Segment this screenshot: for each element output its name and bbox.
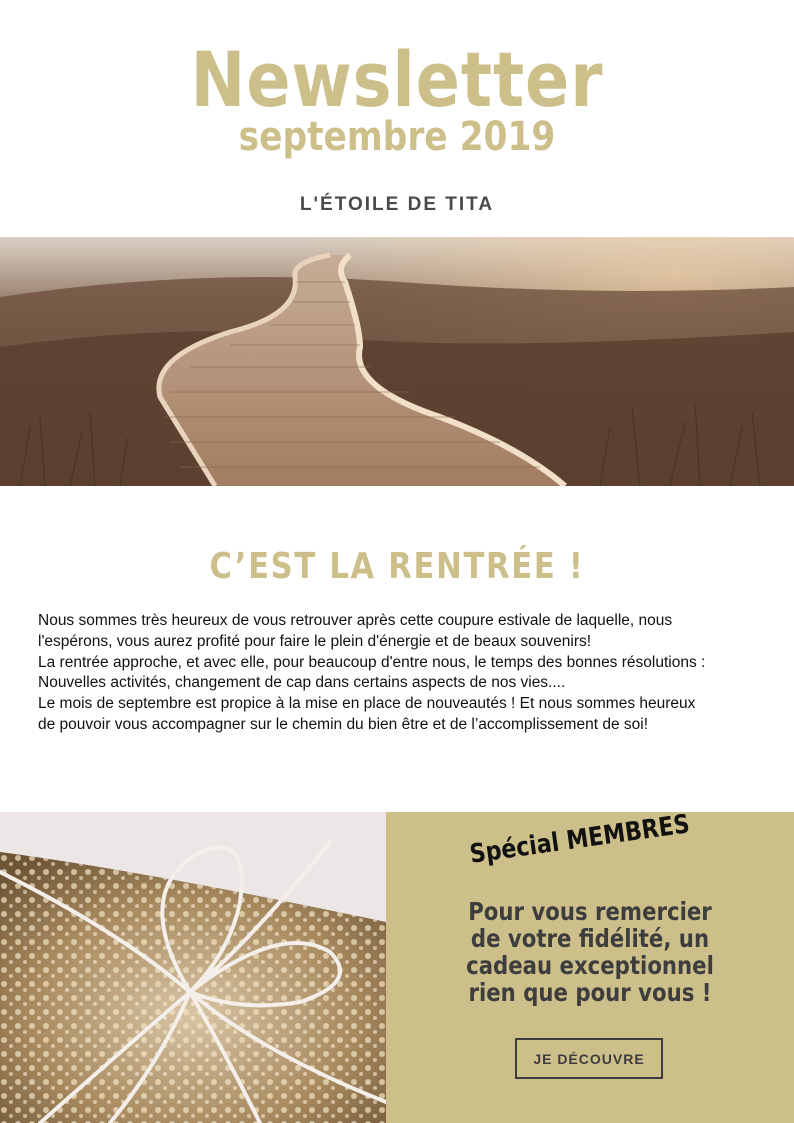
article-line: Nous sommes très heureux de vous retrouver après cette coupure estivale de laquelle, nous	[38, 612, 673, 629]
discover-button[interactable]: JE DÉCOUVRE	[515, 1038, 663, 1079]
hero-boardwalk-image	[0, 237, 794, 486]
newsletter-date: septembre 2019	[238, 114, 556, 160]
article-body	[38, 611, 768, 736]
gift-box-image	[0, 812, 386, 1123]
article-line: de pouvoir vous accompagner sur le chemin du bien être et de l’accomplissement de soi!	[38, 715, 648, 733]
article-line: Nouvelles activités, changement de cap dans certains aspects de nos vies....	[38, 674, 566, 692]
article-line: Le mois de septembre est propice à la mise en place de nouveautés ! Et nous sommes heureux	[38, 695, 696, 713]
article-line: l'espérons, vous aurez profité pour faire le plein d'énergie et de beaux souvenirs!	[38, 632, 592, 650]
newsletter-title: Newsletter	[190, 35, 604, 124]
brand-name: L'ÉTOILE DE TITA	[299, 194, 495, 215]
article-title: C’EST LA RENTRÉE !	[209, 546, 585, 587]
article-line: La rentrée approche, et avec elle, pour beaucoup d'entre nous, le temps des bonnes résolutions :	[38, 653, 706, 671]
promo-message: Pour vous remercier de votre fidélité, un cadeau exceptionnel rien que pour vous !	[466, 897, 714, 1007]
promo-tag: Spécial MEMBRES	[467, 809, 692, 870]
